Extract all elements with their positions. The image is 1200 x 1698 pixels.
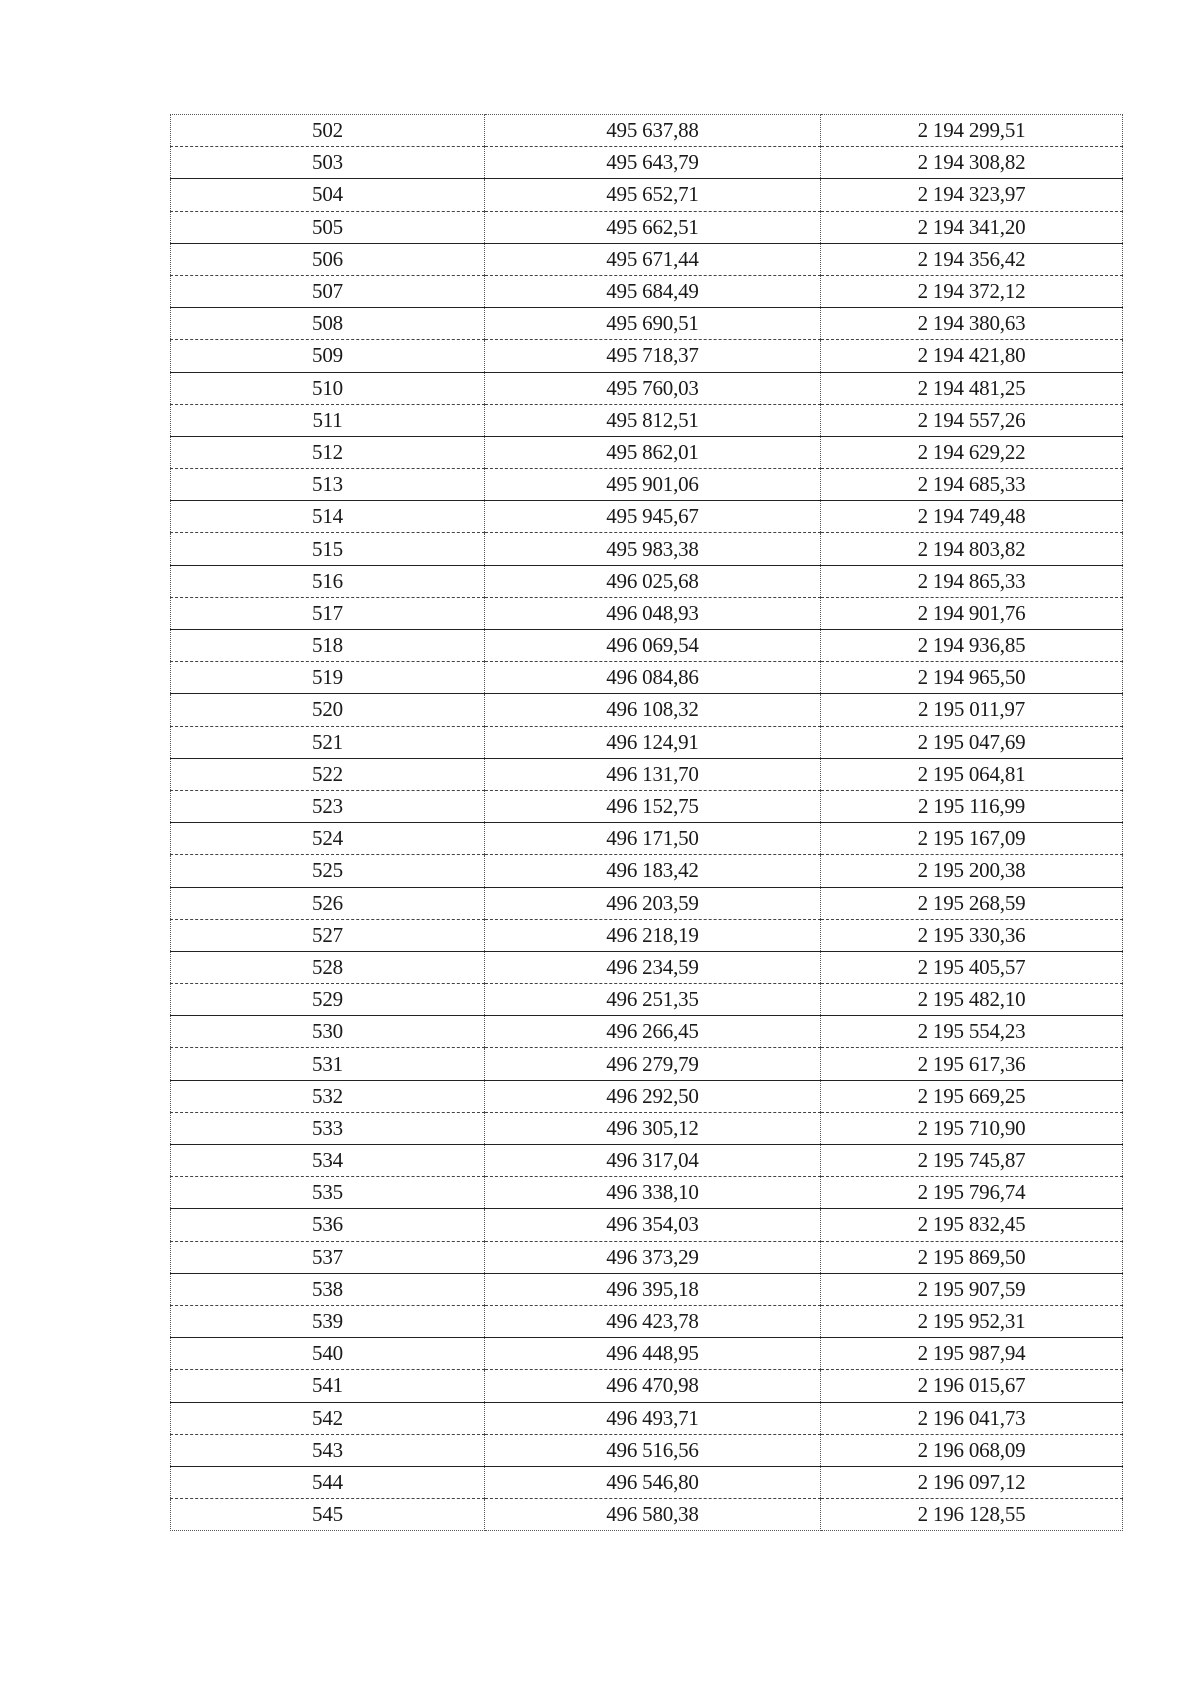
y-coordinate-cell: 2 195 405,57 (821, 951, 1123, 983)
x-coordinate-cell: 496 373,29 (485, 1241, 821, 1273)
point-number-cell: 519 (171, 662, 485, 694)
point-number-cell: 535 (171, 1177, 485, 1209)
table-row (171, 1112, 1123, 1144)
x-coordinate-cell: 496 124,91 (485, 726, 821, 758)
y-coordinate-cell: 2 195 047,69 (821, 726, 1123, 758)
x-coordinate-cell: 496 183,42 (485, 855, 821, 887)
y-coordinate-cell: 2 194 372,12 (821, 275, 1123, 307)
point-number-cell: 543 (171, 1434, 485, 1466)
x-coordinate-cell: 495 983,38 (485, 533, 821, 565)
table-row (171, 1499, 1123, 1531)
point-number-cell: 523 (171, 790, 485, 822)
x-coordinate-cell: 496 580,38 (485, 1499, 821, 1531)
point-number-cell: 517 (171, 597, 485, 629)
x-coordinate-cell: 495 862,01 (485, 436, 821, 468)
table-row (171, 1177, 1123, 1209)
point-number-cell: 502 (171, 115, 485, 147)
point-number-cell: 513 (171, 469, 485, 501)
y-coordinate-cell: 2 195 832,45 (821, 1209, 1123, 1241)
y-coordinate-cell: 2 196 097,12 (821, 1466, 1123, 1498)
point-number-cell: 531 (171, 1048, 485, 1080)
x-coordinate-cell: 496 448,95 (485, 1338, 821, 1370)
y-coordinate-cell: 2 195 869,50 (821, 1241, 1123, 1273)
x-coordinate-cell: 496 317,04 (485, 1145, 821, 1177)
y-coordinate-cell: 2 194 380,63 (821, 308, 1123, 340)
y-coordinate-cell: 2 194 341,20 (821, 211, 1123, 243)
table-row (171, 469, 1123, 501)
table-row (171, 630, 1123, 662)
point-number-cell: 532 (171, 1080, 485, 1112)
table-row (171, 1434, 1123, 1466)
table-row (171, 758, 1123, 790)
point-number-cell: 536 (171, 1209, 485, 1241)
x-coordinate-cell: 496 251,35 (485, 984, 821, 1016)
y-coordinate-cell: 2 194 557,26 (821, 404, 1123, 436)
point-number-cell: 533 (171, 1112, 485, 1144)
point-number-cell: 529 (171, 984, 485, 1016)
y-coordinate-cell: 2 194 936,85 (821, 630, 1123, 662)
point-number-cell: 525 (171, 855, 485, 887)
x-coordinate-cell: 496 493,71 (485, 1402, 821, 1434)
x-coordinate-cell: 495 718,37 (485, 340, 821, 372)
x-coordinate-cell: 495 662,51 (485, 211, 821, 243)
table-row (171, 1338, 1123, 1370)
y-coordinate-cell: 2 195 710,90 (821, 1112, 1123, 1144)
point-number-cell: 528 (171, 951, 485, 983)
y-coordinate-cell: 2 194 629,22 (821, 436, 1123, 468)
y-coordinate-cell: 2 195 796,74 (821, 1177, 1123, 1209)
table-row (171, 404, 1123, 436)
point-number-cell: 515 (171, 533, 485, 565)
coordinates-table (170, 114, 1123, 1531)
point-number-cell: 541 (171, 1370, 485, 1402)
point-number-cell: 504 (171, 179, 485, 211)
point-number-cell: 508 (171, 308, 485, 340)
point-number-cell: 545 (171, 1499, 485, 1531)
x-coordinate-cell: 496 131,70 (485, 758, 821, 790)
point-number-cell: 540 (171, 1338, 485, 1370)
x-coordinate-cell: 496 266,45 (485, 1016, 821, 1048)
point-number-cell: 520 (171, 694, 485, 726)
table-row (171, 243, 1123, 275)
y-coordinate-cell: 2 195 268,59 (821, 887, 1123, 919)
table-row (171, 565, 1123, 597)
table-row (171, 275, 1123, 307)
table-row (171, 308, 1123, 340)
y-coordinate-cell: 2 195 330,36 (821, 919, 1123, 951)
point-number-cell: 514 (171, 501, 485, 533)
table-row (171, 823, 1123, 855)
table-row (171, 1305, 1123, 1337)
x-coordinate-cell: 495 812,51 (485, 404, 821, 436)
point-number-cell: 506 (171, 243, 485, 275)
y-coordinate-cell: 2 195 952,31 (821, 1305, 1123, 1337)
x-coordinate-cell: 495 684,49 (485, 275, 821, 307)
y-coordinate-cell: 2 195 745,87 (821, 1145, 1123, 1177)
y-coordinate-cell: 2 194 901,76 (821, 597, 1123, 629)
x-coordinate-cell: 495 901,06 (485, 469, 821, 501)
y-coordinate-cell: 2 195 200,38 (821, 855, 1123, 887)
coordinates-table-body (171, 115, 1123, 1531)
y-coordinate-cell: 2 195 617,36 (821, 1048, 1123, 1080)
x-coordinate-cell: 496 516,56 (485, 1434, 821, 1466)
y-coordinate-cell: 2 196 068,09 (821, 1434, 1123, 1466)
point-number-cell: 509 (171, 340, 485, 372)
y-coordinate-cell: 2 196 041,73 (821, 1402, 1123, 1434)
point-number-cell: 544 (171, 1466, 485, 1498)
table-row (171, 855, 1123, 887)
point-number-cell: 527 (171, 919, 485, 951)
table-row (171, 726, 1123, 758)
point-number-cell: 516 (171, 565, 485, 597)
table-row (171, 1209, 1123, 1241)
table-row (171, 662, 1123, 694)
table-row (171, 115, 1123, 147)
table-row (171, 790, 1123, 822)
table-row (171, 501, 1123, 533)
table-row (171, 694, 1123, 726)
y-coordinate-cell: 2 194 308,82 (821, 147, 1123, 179)
point-number-cell: 511 (171, 404, 485, 436)
table-row (171, 436, 1123, 468)
table-row (171, 211, 1123, 243)
x-coordinate-cell: 496 152,75 (485, 790, 821, 822)
x-coordinate-cell: 495 643,79 (485, 147, 821, 179)
y-coordinate-cell: 2 195 167,09 (821, 823, 1123, 855)
table-row (171, 1370, 1123, 1402)
table-row (171, 1241, 1123, 1273)
table-row (171, 597, 1123, 629)
x-coordinate-cell: 496 546,80 (485, 1466, 821, 1498)
table-row (171, 340, 1123, 372)
table-row (171, 147, 1123, 179)
point-number-cell: 530 (171, 1016, 485, 1048)
x-coordinate-cell: 496 234,59 (485, 951, 821, 983)
table-row (171, 1402, 1123, 1434)
y-coordinate-cell: 2 195 116,99 (821, 790, 1123, 822)
table-row (171, 951, 1123, 983)
y-coordinate-cell: 2 195 987,94 (821, 1338, 1123, 1370)
table-row (171, 179, 1123, 211)
point-number-cell: 542 (171, 1402, 485, 1434)
x-coordinate-cell: 495 652,71 (485, 179, 821, 211)
table-row (171, 984, 1123, 1016)
y-coordinate-cell: 2 194 965,50 (821, 662, 1123, 694)
x-coordinate-cell: 496 203,59 (485, 887, 821, 919)
y-coordinate-cell: 2 195 554,23 (821, 1016, 1123, 1048)
y-coordinate-cell: 2 195 907,59 (821, 1273, 1123, 1305)
table-row (171, 372, 1123, 404)
table-row (171, 919, 1123, 951)
y-coordinate-cell: 2 195 482,10 (821, 984, 1123, 1016)
point-number-cell: 521 (171, 726, 485, 758)
table-row (171, 1145, 1123, 1177)
y-coordinate-cell: 2 196 015,67 (821, 1370, 1123, 1402)
x-coordinate-cell: 496 279,79 (485, 1048, 821, 1080)
x-coordinate-cell: 496 218,19 (485, 919, 821, 951)
x-coordinate-cell: 496 470,98 (485, 1370, 821, 1402)
y-coordinate-cell: 2 194 323,97 (821, 179, 1123, 211)
y-coordinate-cell: 2 194 749,48 (821, 501, 1123, 533)
point-number-cell: 526 (171, 887, 485, 919)
x-coordinate-cell: 495 945,67 (485, 501, 821, 533)
y-coordinate-cell: 2 194 803,82 (821, 533, 1123, 565)
point-number-cell: 538 (171, 1273, 485, 1305)
point-number-cell: 512 (171, 436, 485, 468)
point-number-cell: 505 (171, 211, 485, 243)
table-row (171, 533, 1123, 565)
x-coordinate-cell: 496 395,18 (485, 1273, 821, 1305)
point-number-cell: 507 (171, 275, 485, 307)
x-coordinate-cell: 496 338,10 (485, 1177, 821, 1209)
y-coordinate-cell: 2 195 064,81 (821, 758, 1123, 790)
x-coordinate-cell: 496 354,03 (485, 1209, 821, 1241)
x-coordinate-cell: 496 171,50 (485, 823, 821, 855)
table-row (171, 1466, 1123, 1498)
point-number-cell: 522 (171, 758, 485, 790)
y-coordinate-cell: 2 195 669,25 (821, 1080, 1123, 1112)
table-row (171, 1080, 1123, 1112)
point-number-cell: 537 (171, 1241, 485, 1273)
y-coordinate-cell: 2 194 421,80 (821, 340, 1123, 372)
x-coordinate-cell: 496 292,50 (485, 1080, 821, 1112)
x-coordinate-cell: 496 108,32 (485, 694, 821, 726)
point-number-cell: 510 (171, 372, 485, 404)
y-coordinate-cell: 2 194 865,33 (821, 565, 1123, 597)
x-coordinate-cell: 495 671,44 (485, 243, 821, 275)
y-coordinate-cell: 2 194 685,33 (821, 469, 1123, 501)
table-row (171, 887, 1123, 919)
x-coordinate-cell: 495 637,88 (485, 115, 821, 147)
y-coordinate-cell: 2 194 299,51 (821, 115, 1123, 147)
x-coordinate-cell: 496 305,12 (485, 1112, 821, 1144)
x-coordinate-cell: 496 025,68 (485, 565, 821, 597)
point-number-cell: 503 (171, 147, 485, 179)
point-number-cell: 534 (171, 1145, 485, 1177)
x-coordinate-cell: 496 084,86 (485, 662, 821, 694)
table-row (171, 1016, 1123, 1048)
y-coordinate-cell: 2 195 011,97 (821, 694, 1123, 726)
point-number-cell: 539 (171, 1305, 485, 1337)
x-coordinate-cell: 496 423,78 (485, 1305, 821, 1337)
y-coordinate-cell: 2 196 128,55 (821, 1499, 1123, 1531)
x-coordinate-cell: 495 690,51 (485, 308, 821, 340)
table-row (171, 1048, 1123, 1080)
point-number-cell: 518 (171, 630, 485, 662)
y-coordinate-cell: 2 194 356,42 (821, 243, 1123, 275)
x-coordinate-cell: 496 048,93 (485, 597, 821, 629)
point-number-cell: 524 (171, 823, 485, 855)
x-coordinate-cell: 495 760,03 (485, 372, 821, 404)
y-coordinate-cell: 2 194 481,25 (821, 372, 1123, 404)
table-row (171, 1273, 1123, 1305)
x-coordinate-cell: 496 069,54 (485, 630, 821, 662)
